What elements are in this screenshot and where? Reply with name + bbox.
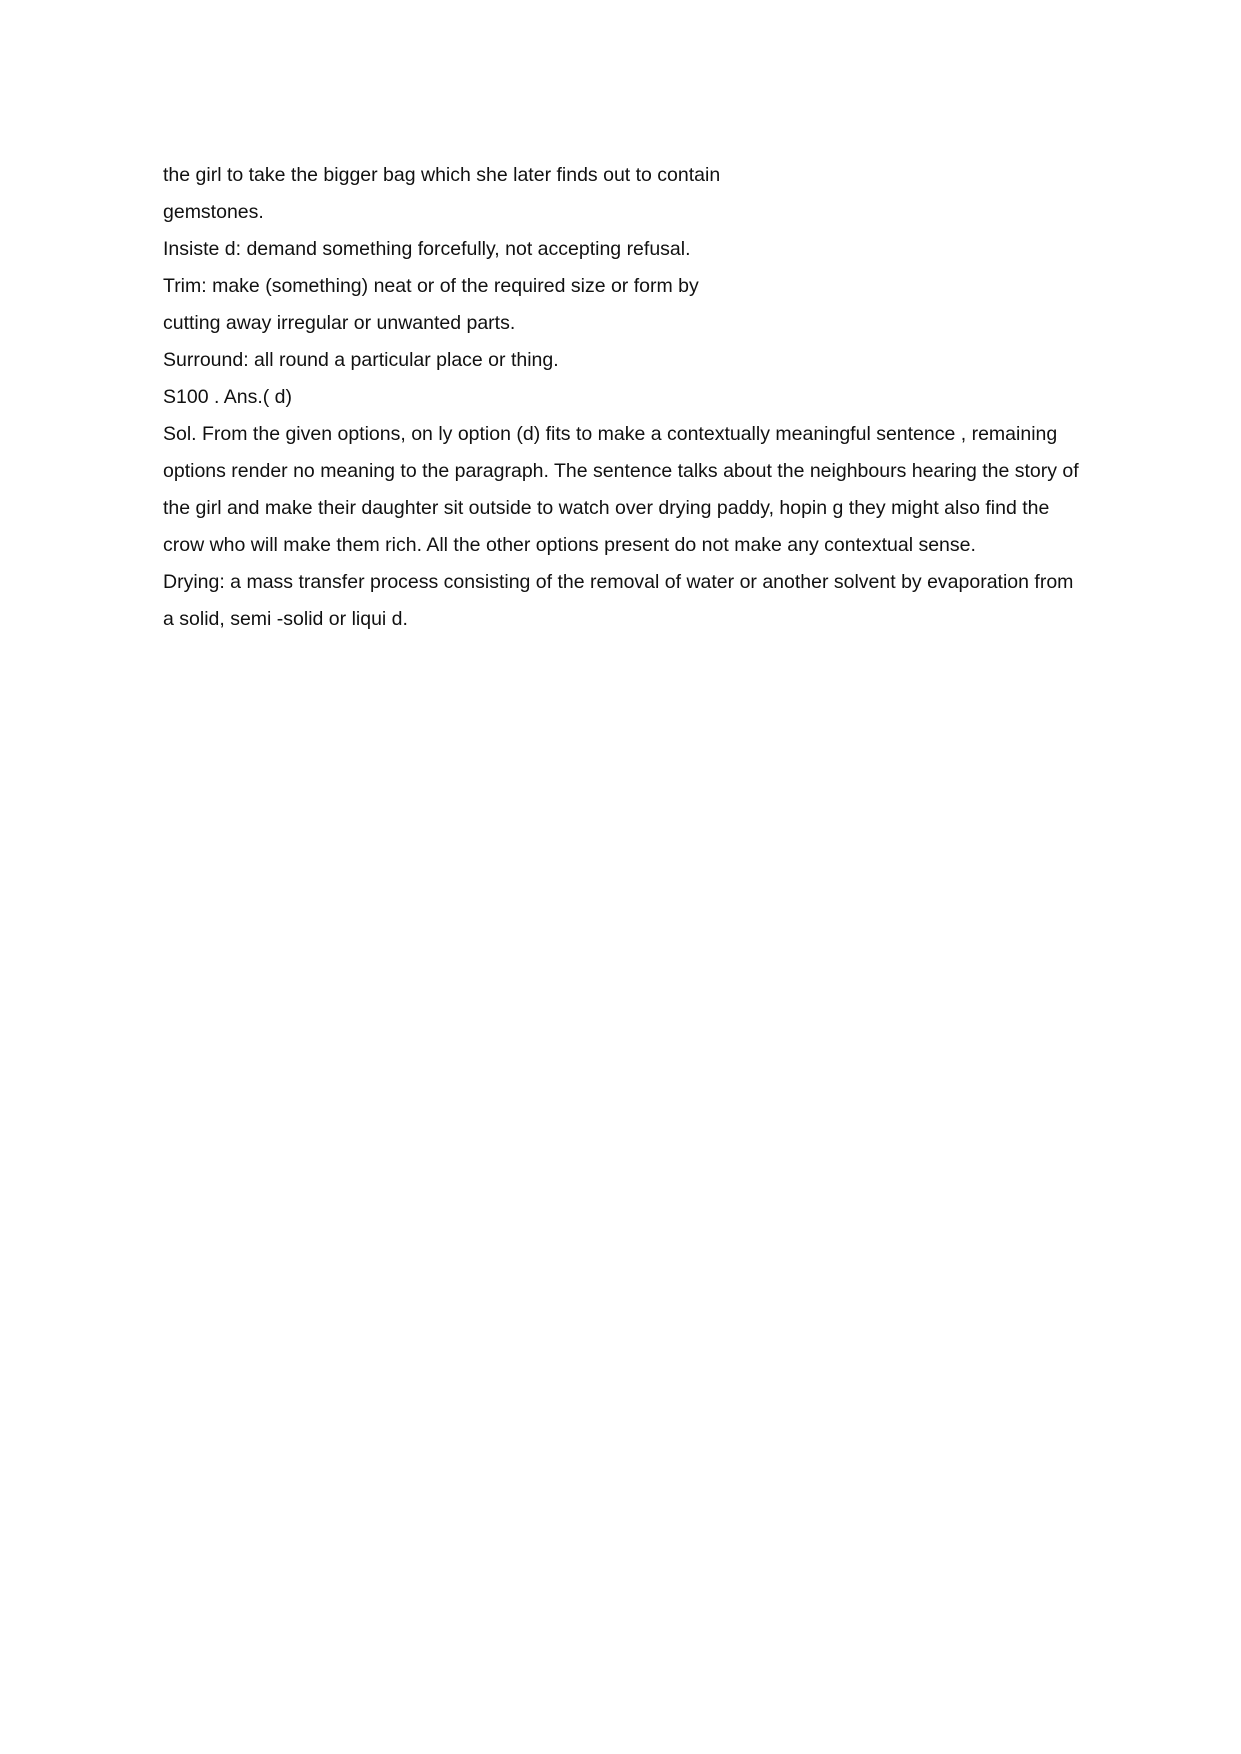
definition-trim-continued: cutting away irregular or unwanted parts. [163, 312, 516, 334]
definition-insisted: Insiste d: demand something forcefully, not accepting refusal. [163, 238, 691, 260]
solution-line-3: the girl and make their daughter sit outside to watch over drying paddy, hopin g they might also find the [163, 497, 1050, 519]
definition-trim: Trim: make (something) neat or of the required size or form by [163, 275, 699, 297]
page-body [163, 163, 1093, 644]
answer-heading: S100 . Ans.( d) [163, 386, 292, 408]
solution-line-1: Sol. From the given options, on ly option (d) fits to make a contextually meaningful sentence , remaining [163, 423, 1058, 445]
solution-line-4: crow who will make them rich. All the other options present do not make any contextual sense. [163, 534, 976, 556]
definition-drying: Drying: a mass transfer process consisting of the removal of water or another solvent by evaporation from [163, 571, 1074, 593]
text-line-1: the girl to take the bigger bag which she later finds out to contain [163, 164, 721, 186]
text-line-2: gemstones. [163, 201, 264, 223]
definition-drying-continued: a solid, semi -solid or liqui d. [163, 608, 408, 630]
definition-surround: Surround: all round a particular place or thing. [163, 349, 559, 371]
solution-line-2: options render no meaning to the paragraph. The sentence talks about the neighbours hearing the story of [163, 460, 1079, 482]
